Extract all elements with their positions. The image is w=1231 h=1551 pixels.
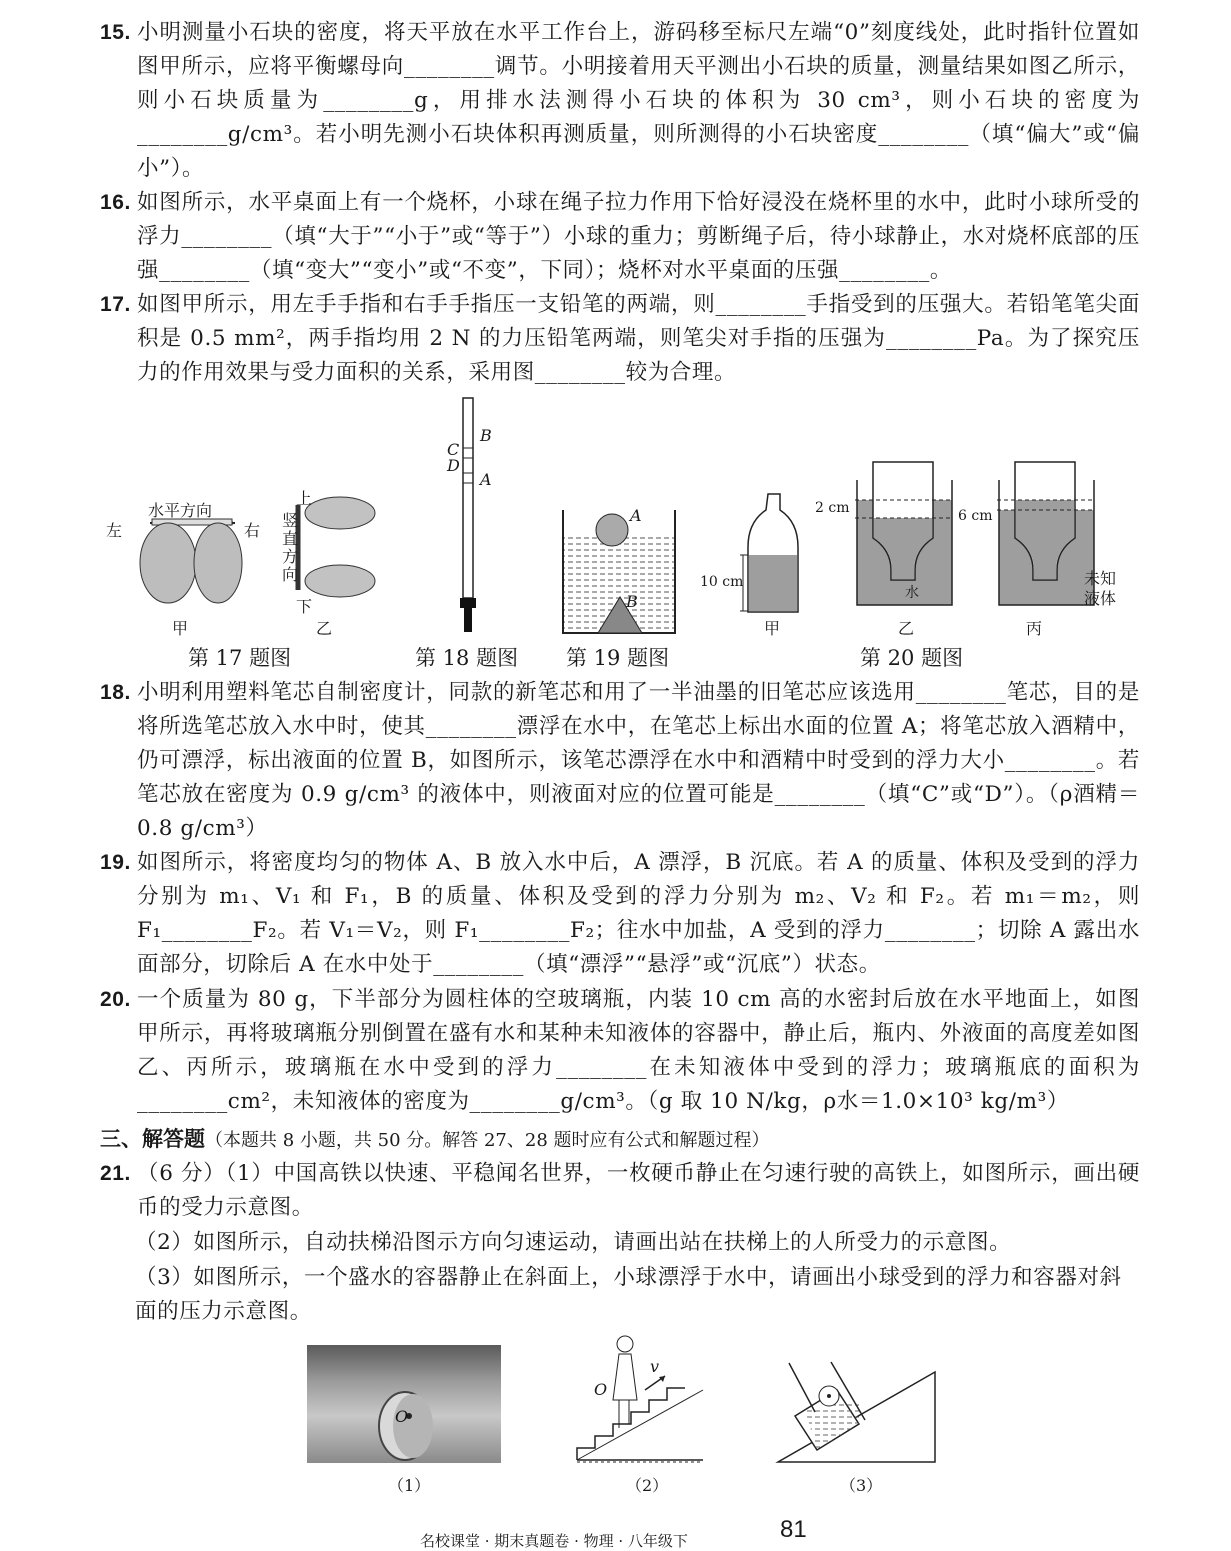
fig20-unknown-label-1: 未知 — [1084, 569, 1117, 588]
fig21-person-o-label: O — [594, 1380, 608, 1399]
fig18-caption: 第 18 题图 — [415, 646, 519, 670]
question-text: 如图甲所示，用左手手指和右手手指压一支铅笔的两端，则________手指受到的压强大。若铅笔笔尖面积是 0.5 mm²，两手指均用 2 N 的力压铅笔两端，则笔尖对手指的压强为________Pa。为了探究压力的作用效果与受力面积的关系，采用图________较为合理。 — [137, 292, 1140, 385]
page-footer: 名校课堂 · 期末真题卷 · 物理 · 八年级下 — [420, 1532, 688, 1550]
fig19-caption: 第 19 题图 — [566, 646, 670, 670]
fig20-water-label: 水 — [905, 585, 919, 601]
question-17 — [100, 288, 1140, 390]
question-text: 小明测量小石块的密度，将天平放在水平工作台上，游码移至标尺左端“0”刻度线处，此时指针位置如图甲所示，应将平衡螺母向________调节。小明接着用天平测出小石块的质量，测量结果如图乙所示，则小石块质量为________g，用排水法测得小石块的体积为 30 cm³，则小石块的密度为________g/cm³。若小明先测小石块体积再测质量，则所测得的小石块密度________（填“偏大”或“偏小”）。 — [137, 20, 1140, 181]
fig18-mark-d: D — [447, 456, 460, 475]
page-number: 81 — [780, 1516, 807, 1543]
question-15 — [100, 16, 1140, 186]
beaker-ab-illustration — [560, 505, 680, 635]
question-text: 如图所示，水平桌面上有一个烧杯，小球在绳子拉力作用下恰好浸没在烧杯里的水中，此时小球所受的浮力________（填“大于”“小于”或“等于”）小球的重力；剪断绳子后，待小球静止，水对烧杯底部的压强________（填“变大”“变小”或“不变”，下同）；烧杯对水平桌面的压强________。 — [137, 190, 1140, 283]
fig20-yi-label: 乙 — [898, 619, 915, 638]
fig20-jia-label: 甲 — [764, 619, 781, 638]
question-number: 18. — [100, 681, 131, 704]
question-text: 小明利用塑料笔芯自制密度计，同款的新笔芯和用了一半油墨的旧笔芯应该选用________笔芯，目的是将所选笔芯放入水中时，使其________漂浮在水中，在笔芯上标出水面的位置 A；将笔芯放入酒精中，仍可漂浮，标出液面的位置 B，如图所示，该笔芯漂浮在水中和酒精中时受到的浮力大小________。若笔芯放在密度为 0.9 g/cm³ 的液体中，则液面对应的位置可能是________（填“C”或“D”）。（ρ酒精＝0.8 g/cm³） — [137, 680, 1140, 841]
question-20 — [100, 983, 1140, 1119]
coin-on-train-photo — [307, 1345, 501, 1463]
fig17-right-label: 右 — [244, 521, 261, 540]
fig17-horizontal-label: 水平方向 — [148, 501, 213, 520]
bottle-unknown-illustration — [997, 460, 1097, 610]
fig20-caption: 第 20 题图 — [860, 646, 964, 670]
fig20-h6-label: 6 cm — [958, 508, 993, 524]
fig21-caption-2: （2） — [626, 1476, 669, 1495]
question-number: 20. — [100, 988, 131, 1011]
question-16 — [100, 186, 1140, 288]
fig19-label-a: A — [630, 506, 642, 525]
fig21-caption-3: （3） — [840, 1476, 883, 1495]
question-21 — [100, 1157, 1140, 1225]
section-heading — [100, 1122, 770, 1158]
question-18 — [100, 676, 1140, 846]
question-21-part3: （3）如图所示，一个盛水的容器静止在斜面上，小球漂浮于水中，请画出小球受到的浮力和容器对斜面的压力示意图。 — [135, 1265, 1122, 1324]
question-number: 19. — [100, 851, 131, 874]
fig19-label-b: B — [626, 592, 638, 611]
fig18-mark-b: B — [480, 426, 492, 445]
fig21-velocity-label: v — [650, 1357, 660, 1376]
fig17-yi-label: 乙 — [316, 619, 333, 638]
fig21-caption-1: （1） — [388, 1476, 431, 1495]
fig20-h10-label: 10 cm — [700, 574, 744, 590]
fig17-down-label: 下 — [296, 597, 313, 616]
fig17-vertical-label: 竖直方向 — [282, 511, 299, 584]
fig20-unknown-label-2: 液体 — [1084, 589, 1117, 608]
fig17-up-label: 上 — [296, 489, 313, 508]
fig18-mark-c: C — [447, 440, 460, 459]
fig17-jia-label: 甲 — [172, 619, 189, 638]
question-number: 17. — [100, 293, 131, 316]
container-on-incline-illustration — [775, 1360, 940, 1465]
fig20-bing-label: 丙 — [1026, 619, 1043, 638]
question-21-part1: （6 分）（1）中国高铁以快速、平稳闻名世界，一枚硬币静止在匀速行驶的高铁上，如图所示，画出硬币的受力示意图。 — [137, 1161, 1140, 1220]
question-number: 15. — [100, 21, 131, 44]
section-title: 三、解答题 — [100, 1126, 205, 1151]
fig20-h2-label: 2 cm — [815, 500, 850, 516]
question-number: 21. — [100, 1162, 131, 1185]
question-number: 16. — [100, 191, 131, 214]
fig18-mark-a: A — [480, 470, 492, 489]
section-note: （本题共 8 小题，共 50 分。解答 27、28 题时应有公式和解题过程） — [205, 1130, 770, 1151]
bottle-jia-illustration — [740, 492, 805, 617]
question-21-part2: （2）如图所示，自动扶梯沿图示方向匀速运动，请画出站在扶梯上的人所受力的示意图。 — [135, 1230, 1012, 1255]
question-text: 如图所示，将密度均匀的物体 A、B 放入水中后，A 漂浮，B 沉底。若 A 的质量、体积及受到的浮力分别为 m₁、V₁ 和 F₁，B 的质量、体积及受到的浮力分别为 m₂、V₂ 和 F₂。若 m₁＝m₂，则 F₁________F₂。若 V₁＝V₂，则 F₁________F₂；往水中加盐，A 受到的浮力________；切除 A 露出水面部分，切除后 A 在水中处于________（填“漂浮”“悬浮”或“沉底”）状态。 — [137, 850, 1140, 977]
fig17-left-label: 左 — [106, 521, 123, 540]
question-19 — [100, 846, 1140, 982]
question-text: 一个质量为 80 g，下半部分为圆柱体的空玻璃瓶，内装 10 cm 高的水密封后放在水平地面上，如图甲所示，再将玻璃瓶分别倒置在盛有水和某种未知液体的容器中，静止后，瓶内、外液面的高度差如图乙、丙所示，玻璃瓶在水中受到的浮力________在未知液体中受到的浮力；玻璃瓶底的面积为________cm²，未知液体的密度为________g/cm³。（g 取 10 N/kg，ρ水＝1.0×10³ kg/m³） — [137, 987, 1140, 1114]
fig17-caption: 第 17 题图 — [188, 646, 292, 670]
fig21-point-o-label: O — [395, 1407, 409, 1426]
